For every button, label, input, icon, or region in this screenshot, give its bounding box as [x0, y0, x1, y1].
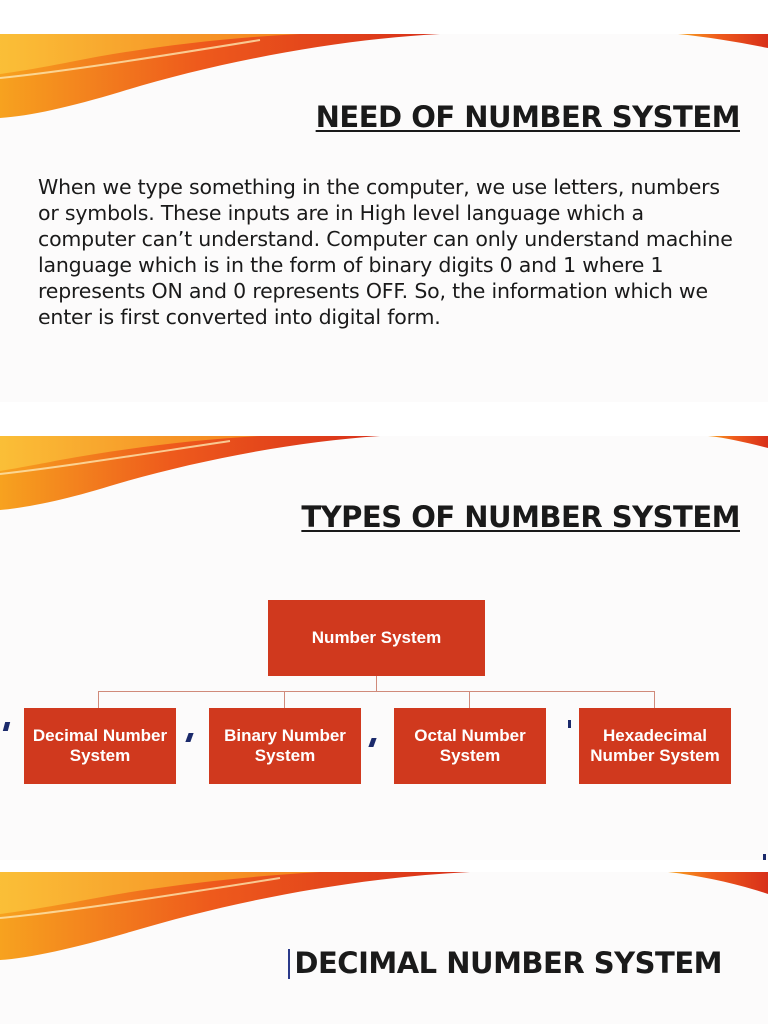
- connector-vertical-root: [376, 676, 377, 692]
- slide-body-text: When we type something in the computer, we use letters, numbers or symbols. These inputs are in High level language which a computer can’t understand. Computer can only understand machine language which is in the form of binary digits 0 and 1 where 1 represents ON and 0 represents OFF. So, the information which we enter is first converted into digital form.: [38, 175, 733, 329]
- decorative-mark: [368, 738, 376, 747]
- slide-need-of-number-system: [0, 34, 768, 402]
- connector-to-hexadecimal: [654, 691, 655, 708]
- decorative-swoosh-right: [668, 872, 768, 898]
- connector-to-octal: [469, 691, 470, 708]
- decorative-mark: [185, 733, 193, 742]
- text-cursor: [288, 949, 290, 979]
- connector-to-decimal: [98, 691, 99, 708]
- connector-horizontal: [98, 691, 654, 692]
- number-system-box: Number System: [268, 600, 485, 676]
- decorative-swoosh-right: [678, 34, 768, 54]
- hexadecimal-number-system-box: Hexadecimal Number System: [579, 708, 731, 784]
- decorative-mark: [568, 720, 571, 728]
- binary-number-system-box: Binary Number System: [209, 708, 361, 784]
- connector-to-binary: [284, 691, 285, 708]
- slide-decimal-number-system: [0, 872, 768, 1024]
- slide-title-text: DECIMAL NUMBER SYSTEM: [294, 946, 722, 980]
- decorative-mark: [763, 854, 766, 860]
- number-system-diagram: [0, 436, 768, 860]
- decorative-mark: [3, 722, 10, 731]
- slide-title: TYPES OF NUMBER SYSTEM: [301, 500, 740, 534]
- slide-types-of-number-system: [0, 436, 768, 860]
- octal-number-system-box: Octal Number System: [394, 708, 546, 784]
- slide-title: NEED OF NUMBER SYSTEM: [315, 100, 740, 134]
- decimal-number-system-box: Decimal Number System: [24, 708, 176, 784]
- slide-title: [288, 946, 722, 980]
